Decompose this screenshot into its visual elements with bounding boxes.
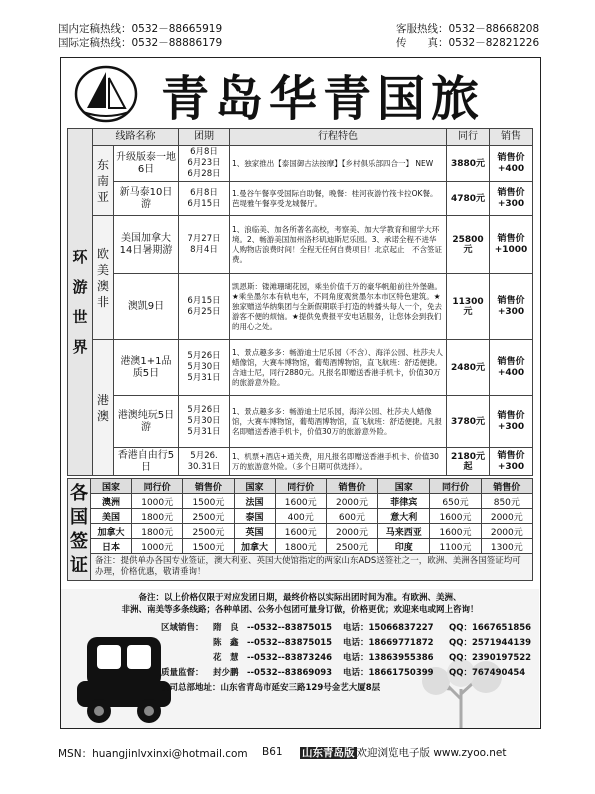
table-row	[68, 340, 533, 396]
visa-col: 销售价	[183, 479, 234, 494]
visa-note: 备注：提供单办各国专业签证，澳大利亚、英国大使馆指定的两家山东ADS送签社之一，欧洲、美洲各国签证均可办理，价格优惠，敬请垂询！	[91, 554, 533, 581]
route-features: 凯恩斯：镂滩珊瑚花园，乘坐价值千万的豪华帆船前往外堡礁。★乘坐墨尔本有轨电车，不同角度观赏墨尔本市区特色建筑。★独家赠送华纳集团与全新假期联手打造的转播头每人一个，免去游客不便的烦恼。★提供免费报平安电话服务，让您体会到我们的用心之处。	[230, 274, 447, 340]
contact-phone: --0532--83873246	[247, 653, 333, 663]
region-west: 欧美澳非	[93, 216, 114, 340]
col-features: 行程特色	[230, 129, 447, 146]
visa-note-row	[68, 554, 533, 581]
route-dates: 5月26日 5月30日 5月31日	[179, 396, 230, 448]
visa-peer: 1800元	[132, 524, 183, 539]
route-dates: 6月8日 6月23日 6月28日	[179, 146, 230, 182]
visa-col: 国家	[234, 479, 275, 494]
route-dates: 7月27日 8月4日	[179, 216, 230, 274]
sale-price: 销售价 +400	[490, 146, 533, 182]
visa-peer: 650元	[430, 494, 481, 509]
route-name: 澳凯9日	[114, 274, 179, 340]
contact-tel: 电话：18661750399	[343, 668, 434, 678]
route-name: 香港自由行5日	[114, 448, 179, 476]
table-row	[68, 539, 533, 554]
visa-col: 销售价	[481, 479, 532, 494]
contact-phone: --0532--83875015	[247, 638, 333, 648]
contact-phone: --0532--83869093	[247, 668, 333, 678]
domestic-hotline	[58, 22, 222, 50]
table-row	[68, 396, 533, 448]
visa-col: 同行价	[275, 479, 326, 494]
advert-frame	[60, 57, 541, 729]
contact-role: 区域销售：	[161, 623, 204, 633]
visa-peer: 1000元	[132, 539, 183, 554]
service-hotline-line: 客服热线：0532－88668208	[396, 23, 540, 35]
table-row	[68, 448, 533, 476]
peer-price: 2480元	[447, 340, 490, 396]
info-panel	[61, 589, 539, 729]
visa-peer: 1600元	[430, 509, 481, 524]
visa-sale: 600元	[326, 509, 377, 524]
contact-phone: --0532--83875015	[247, 623, 333, 633]
visa-sale: 2500元	[183, 524, 234, 539]
contact-name: 隋 良	[213, 623, 239, 633]
table-row	[68, 146, 533, 182]
visa-country: 加拿大	[91, 524, 132, 539]
contact-tel: 电话：18669771872	[343, 638, 434, 648]
brand-title: 青岛华青国旅	[161, 71, 486, 127]
fax-line: 传 真：0532－82821226	[396, 37, 540, 49]
footer-website: 欢迎浏览电子版 www.zyoo.net	[356, 747, 507, 759]
region-sea: 东南亚	[93, 146, 114, 216]
visa-peer: 1800元	[275, 539, 326, 554]
visa-col: 同行价	[132, 479, 183, 494]
msn-address: MSN：huangjinlvxinxi@hotmail.com	[58, 748, 248, 760]
visa-country: 泰国	[234, 509, 275, 524]
visa-table	[67, 478, 533, 581]
page-number: B61	[262, 746, 283, 758]
visa-country: 印度	[378, 539, 430, 554]
visa-country: 加拿大	[234, 539, 275, 554]
banner	[61, 58, 539, 128]
visa-sale: 1500元	[183, 539, 234, 554]
col-sale: 销售	[490, 129, 533, 146]
peer-price: 3780元	[447, 396, 490, 448]
contact-tel: 电话：15066837227	[343, 623, 434, 633]
visa-sale: 2500元	[326, 539, 377, 554]
col-route: 线路名称	[93, 129, 179, 146]
route-features: 1.曼谷午餐享受国际自助餐，晚餐：桂河夜游竹筏卡拉OK餐。芭堤雅午餐享受龙城餐厅。	[230, 182, 447, 216]
visa-country: 英国	[234, 524, 275, 539]
route-dates: 5月26. 30.31日	[179, 448, 230, 476]
route-dates: 6月15日 6月25日	[179, 274, 230, 340]
col-peer: 同行	[447, 129, 490, 146]
sale-price: 销售价 +1000	[490, 216, 533, 274]
route-name: 升级版泰一地6日	[114, 146, 179, 182]
contact-qq: QQ：767490454	[449, 668, 526, 678]
table-row	[68, 216, 533, 274]
route-name: 港澳纯玩5日游	[114, 396, 179, 448]
visa-country: 意大利	[378, 509, 430, 524]
visa-sale: 1300元	[481, 539, 532, 554]
contact-tel: 电话：13863955386	[343, 653, 434, 663]
footer	[0, 742, 595, 762]
visa-country: 日本	[91, 539, 132, 554]
route-features: 1、机票+酒店+通关费，用凡报名即赠送香港手机卡、价值30万的旅游意外险。（多个日期可供选择）。	[230, 448, 447, 476]
contact-name: 封少鹏	[213, 668, 239, 678]
col-dates: 团期	[179, 129, 230, 146]
visa-col: 销售价	[326, 479, 377, 494]
edition-label: 山东青岛版	[302, 747, 355, 759]
contact-qq: QQ：2390197522	[449, 653, 532, 663]
visa-peer: 1600元	[275, 494, 326, 509]
peer-price: 2180元起	[447, 448, 490, 476]
side-label-visa: 各 国 签 证	[68, 479, 91, 581]
visa-sale: 2000元	[326, 524, 377, 539]
sale-price: 销售价 +300	[490, 274, 533, 340]
peer-price: 25800元	[447, 216, 490, 274]
sale-price: 销售价 +300	[490, 182, 533, 216]
sailboat-logo-icon	[73, 64, 139, 124]
visa-sale: 2000元	[481, 509, 532, 524]
info-note-1: 备注：以上价格仅限于对应发团日期，最终价格以实际出团时间为准。有欧洲、美洲、	[138, 593, 462, 603]
contact-name: 花 慧	[213, 653, 239, 663]
peer-price: 4780元	[447, 182, 490, 216]
route-dates: 6月8日 6月15日	[179, 182, 230, 216]
contact-name: 陈 鑫	[213, 638, 239, 648]
table-row	[68, 182, 533, 216]
route-features: 1、浪临美、加各所著名高校，考察美、加大学教育和留学大环境。2、畅游美国加州洛杉矶迪斯尼乐园。3、承诺全程不进华人购物店浪费时间！全程无任何自费项目！北京起止 不含签证费。	[230, 216, 447, 274]
visa-country: 澳洲	[91, 494, 132, 509]
side-label-world: 环 游 世 界	[68, 129, 93, 476]
visa-country: 菲律宾	[378, 494, 430, 509]
visa-country: 美国	[91, 509, 132, 524]
route-features: 1、景点趣多多：畅游迪士尼乐园（不含）、海洋公园、杜莎夫人蜡像馆，大赛车博物馆，葡萄酒博物馆，直飞航班：舒适便捷。含迪士尼，同行2880元。凡报名即赠送香港手机卡，价值30万的旅游意外险。	[230, 340, 447, 396]
sale-price: 销售价 +300	[490, 448, 533, 476]
visa-peer: 1800元	[132, 509, 183, 524]
visa-sale: 850元	[481, 494, 532, 509]
domestic-hotline-line: 国内定稿热线：0532－88665919	[58, 23, 223, 35]
route-dates: 5月26日 5月30日 5月31日	[179, 340, 230, 396]
table-row	[68, 524, 533, 539]
visa-peer: 1600元	[275, 524, 326, 539]
contact-qq: QQ：1667651856	[449, 623, 532, 633]
visa-country: 马来西亚	[378, 524, 430, 539]
sale-price: 销售价 +300	[490, 396, 533, 448]
info-note-2: 非洲、南美等多条线路；各种单团、公务小包团可量身订做，价格更优；欢迎来电或网上咨询！	[121, 605, 479, 615]
contact-qq: QQ：2571944139	[449, 638, 532, 648]
tour-header-row	[68, 129, 533, 146]
visa-peer: 1100元	[430, 539, 481, 554]
visa-sale: 1500元	[183, 494, 234, 509]
footer-brand	[300, 745, 506, 760]
route-name: 美国加拿大14日暑期游	[114, 216, 179, 274]
table-row	[68, 494, 533, 509]
route-features: 1、景点趣多多：畅游迪士尼乐园，海洋公园、杜莎夫人蜡像馆，大赛车博物馆，葡萄酒博物馆，直飞航班：舒适便捷。凡报名即赠送香港手机卡，价值30万的旅游意外险。	[230, 396, 447, 448]
visa-header-row	[68, 479, 533, 494]
route-name: 港澳1+1品质5日	[114, 340, 179, 396]
company-address: 公司总部地址：山东省青岛市延安三路129号金艺大厦8层	[161, 683, 381, 693]
peer-price: 11300元	[447, 274, 490, 340]
peer-price: 3880元	[447, 146, 490, 182]
visa-peer: 400元	[275, 509, 326, 524]
visa-country: 法国	[234, 494, 275, 509]
visa-peer: 1000元	[132, 494, 183, 509]
visa-col: 同行价	[430, 479, 481, 494]
service-hotline	[396, 22, 539, 50]
visa-peer: 1600元	[430, 524, 481, 539]
tour-table	[67, 128, 533, 476]
visa-col: 国家	[91, 479, 132, 494]
international-hotline-line: 国际定稿热线：0532－88886179	[58, 37, 223, 49]
table-row	[68, 509, 533, 524]
table-row	[68, 274, 533, 340]
visa-sale: 2000元	[326, 494, 377, 509]
visa-col: 国家	[378, 479, 430, 494]
sale-price: 销售价 +400	[490, 340, 533, 396]
contact-role: 质量监督：	[161, 668, 204, 678]
visa-sale: 2500元	[183, 509, 234, 524]
visa-sale: 2000元	[481, 524, 532, 539]
region-hkmacau: 港澳	[93, 340, 114, 476]
route-name: 新马泰10日游	[114, 182, 179, 216]
route-features: 1、独家推出【泰国御古法按摩】【乡村俱乐部四合一】 NEW	[230, 146, 447, 182]
